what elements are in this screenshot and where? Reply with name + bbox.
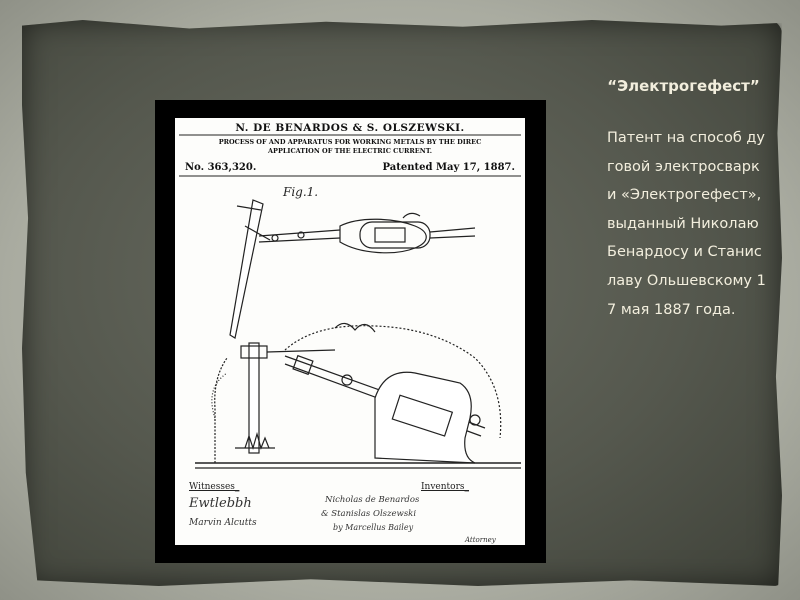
patent-subtitle-line1: PROCESS OF AND APPARATUS FOR WORKING METALS BY THE DIREC (218, 138, 482, 146)
inventor-signature-3: by Marcellus Bailey (333, 523, 414, 532)
inventors-label: Inventors_ (421, 482, 470, 492)
patent-heading: N. DE BENARDOS & S. OLSZEWSKI. (235, 122, 465, 134)
slide-body-text: Патент на способ дуговой электросварки «Электрогефест», выданный Николаю Бенардосу и Станиславу Ольшевскому 17 мая 1887 года. (607, 130, 766, 318)
inventor-signature-4: Attorney (465, 536, 496, 544)
witnesses-label: Witnesses_ (189, 482, 240, 492)
stand-apparatus-figure (195, 323, 521, 468)
slide-text-column (601, 76, 777, 324)
inventor-signature-2: & Stanislas Olszewski (321, 509, 417, 519)
inventor-signature-1: Nicholas de Benardos (325, 495, 420, 505)
witness-signature-1: Ewtlebbh (189, 496, 252, 511)
witness-signature-2: Marvin Alcutts (189, 518, 257, 528)
patent-image-frame (155, 100, 546, 563)
slide-title: “Электрогефест” (607, 77, 760, 95)
patent-drawing (175, 118, 525, 545)
figure-label: Fig.1. (283, 185, 319, 199)
electrode-holder-figure (230, 200, 475, 338)
patent-date: Patented May 17, 1887. (382, 162, 515, 173)
patent-subtitle-line2: APPLICATION OF THE ELECTRIC CURRENT. (268, 147, 432, 155)
patent-illustration (175, 118, 525, 545)
patent-number: No. 363,320. (185, 162, 257, 173)
